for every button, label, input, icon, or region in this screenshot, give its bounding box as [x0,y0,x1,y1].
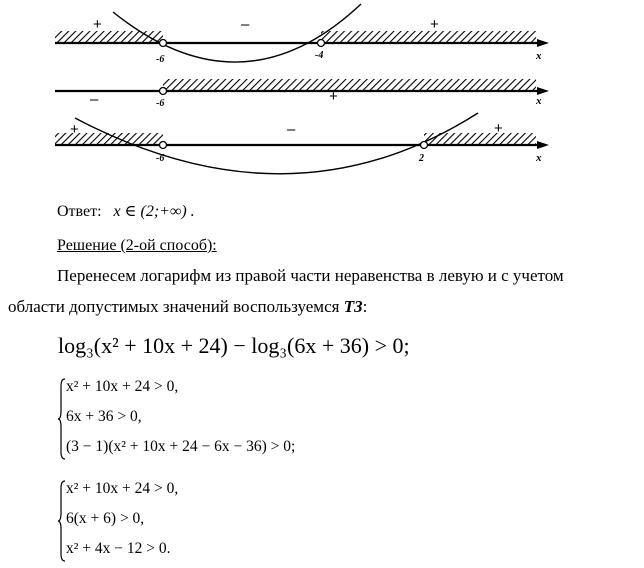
axis-label: x [536,95,542,107]
point-label: -6 [156,98,165,109]
open-point-icon [318,40,325,47]
paragraph-line-1: Перенесем логарифм из правой части неравенства в левую и с учетом [57,266,564,285]
system-2-row: x² + 4x − 12 > 0. [66,540,171,557]
point-label: -4 [315,50,324,61]
system-2-row: x² + 10x + 24 > 0, [66,480,179,497]
answer-label: Ответ: [57,203,102,220]
theorem-reference: Т3 [343,297,363,316]
sign-label: – [287,121,296,138]
sign-label: + [93,16,102,33]
point-label: -6 [156,54,165,65]
sign-label: + [329,88,338,105]
axis-arrow-icon [537,87,549,95]
point-label: -6 [156,153,165,164]
left-brace-icon [58,480,66,562]
hatch-region-right [321,31,536,43]
sign-label: – [241,16,250,33]
axis-label: x [536,50,542,62]
open-point-icon [421,142,428,149]
open-point-icon [160,40,167,47]
paragraph-line-2 [8,297,367,317]
system-1-row: 6x + 36 > 0, [66,408,142,425]
axis-arrow-icon [537,141,549,149]
left-brace-icon [58,378,66,460]
number-line-1 [55,4,549,65]
sign-label: – [90,91,99,108]
paragraph-line-2-colon: : [362,297,368,316]
hatch-region-left [55,31,163,43]
number-line-3 [55,113,549,174]
open-point-icon [160,142,167,149]
point-label: 2 [419,153,424,164]
solution-heading: Решение (2-ой способ): [57,237,217,254]
axis-label: x [536,152,542,164]
hatch-region-right [163,79,536,91]
number-line-2 [55,79,549,109]
main-inequality: log₃(x² + 10x + 24) − log₃(6x + 36) > 0; [58,333,410,358]
sign-label: + [70,121,79,138]
paragraph-line-2-text: области допустимых значений воспользуемся [8,297,344,316]
sign-label: + [430,16,439,33]
open-point-icon [160,88,167,95]
number-line-diagrams [0,0,644,180]
system-2-row: 6(x + 6) > 0, [66,510,145,527]
axis-arrow-icon [537,39,549,47]
system-1-row: x² + 10x + 24 > 0, [66,378,179,395]
answer-formula: x ∈ (2;+∞) . [113,203,195,220]
sign-label: + [494,120,503,137]
answer-line [57,202,195,222]
system-1-row: (3 − 1)(x² + 10x + 24 − 6x − 36) > 0; [66,438,296,455]
